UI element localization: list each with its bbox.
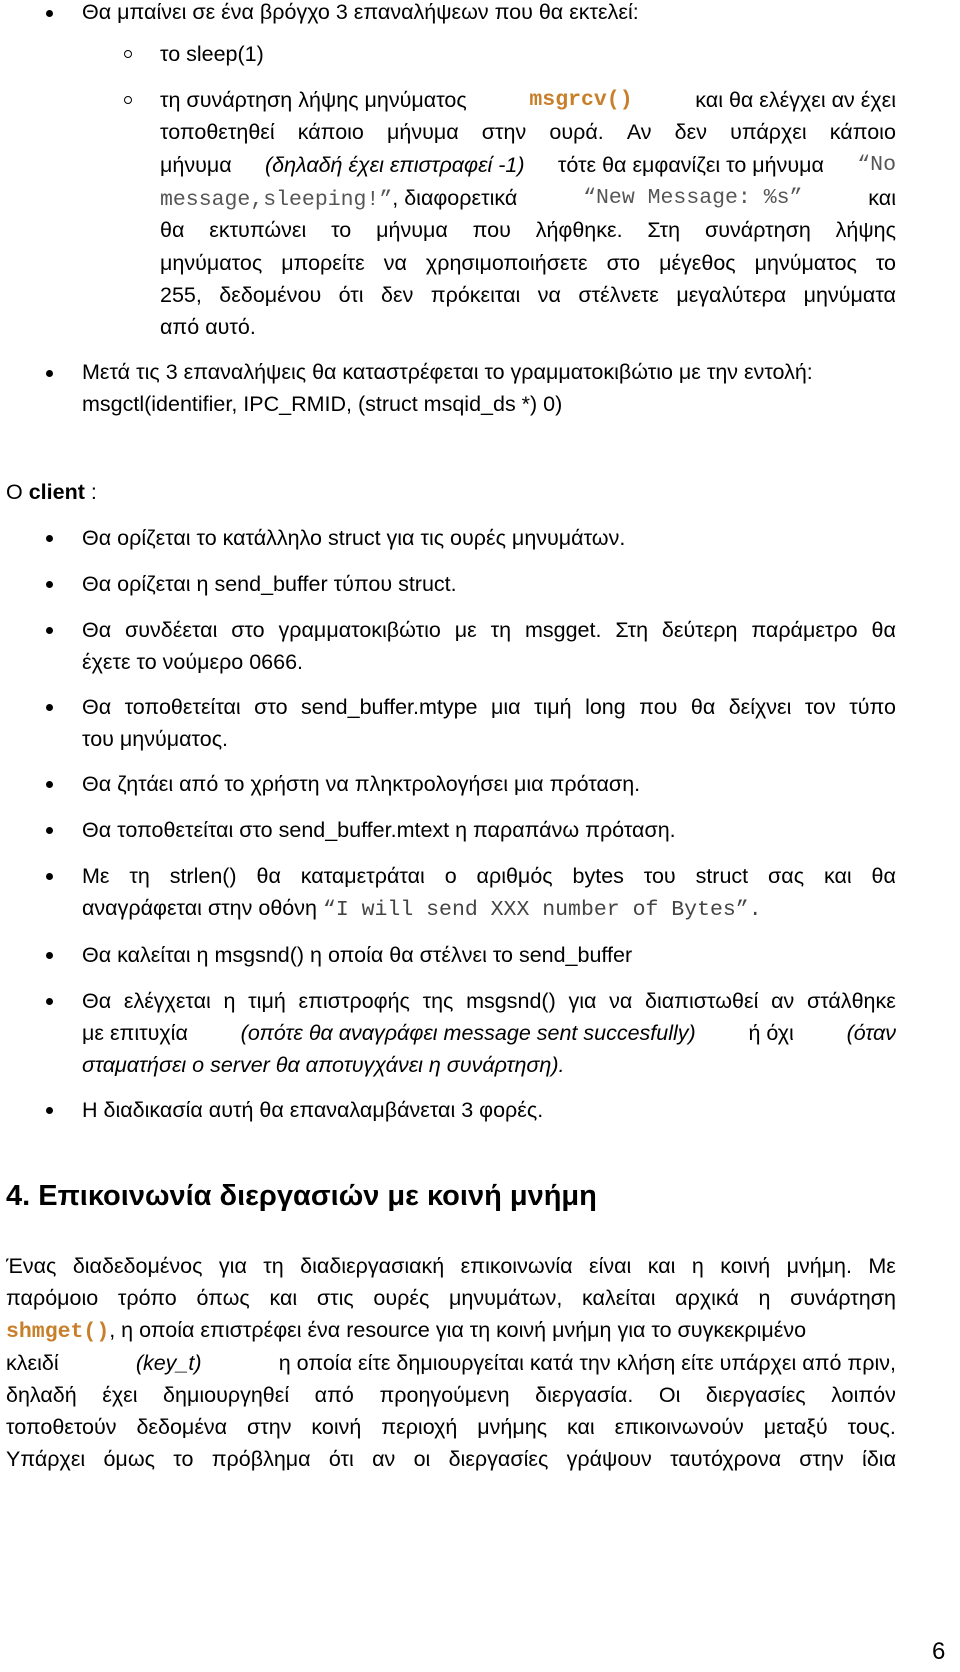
sub-bullet (124, 96, 132, 104)
bullet (46, 370, 53, 377)
paragraph-line: Υπάρχει όμως το πρόβλημα ότι αν οι διεργασίες γράψουν ταυτόχρονα στην ίδια (6, 1447, 896, 1471)
text-line: μήνυμα (δηλαδή έχει επιστραφεί -1) τότε θα εμφανίζει το μήνυμα “No (160, 153, 896, 177)
text-line: από αυτό. (160, 315, 256, 339)
paragraph-line: τοποθετούν δεδομένα στην κοινή περιοχή μνήμης και επικοινωνούν μεταξύ τους. (6, 1415, 896, 1439)
list-item: Η διαδικασία αυτή θα επαναλαμβάνεται 3 φορές. (82, 1098, 544, 1122)
bullet (46, 1107, 53, 1114)
bullet (46, 873, 53, 880)
page-number: 6 (932, 1638, 946, 1665)
list-item: Θα ορίζεται η send_buffer τύπου struct. (82, 572, 457, 596)
paragraph-line: δηλαδή έχει δημιουργηθεί από προηγούμενη διεργασία. Οι διεργασίες λοιπόν (6, 1383, 896, 1407)
paragraph-line: Ένας διαδεδομένος για τη διαδιεργασιακή επικοινωνία είναι και η κοινή μνήμη. Με (6, 1254, 896, 1278)
text-line: αναγράφεται στην οθόνη “I will send XXX number of Bytes”. (82, 896, 762, 922)
list-item: Θα καλείται η msgsnd() η οποία θα στέλνει το send_buffer (82, 943, 633, 967)
bullet (46, 952, 53, 959)
code-msgrcv: msgrcv() (529, 88, 633, 112)
bullet (46, 827, 53, 834)
bullet (46, 781, 53, 788)
bullet (46, 581, 53, 588)
bullet (46, 998, 53, 1005)
list-item: Μετά τις 3 επαναλήψεις θα καταστρέφεται το γραμματοκιβώτιο με την εντολή: (82, 360, 813, 384)
bullet (46, 10, 53, 17)
text-line: έχετε το νούμερο 0666. (82, 650, 304, 674)
paragraph-line: παρόμοιο τρόπο όπως και στις ουρές μηνυμάτων, καλείται αρχικά η συνάρτηση (6, 1286, 896, 1310)
text-line: msgctl(identifier, IPC_RMID, (struct msqid_ds *) 0) (82, 392, 563, 416)
bullet (46, 535, 53, 542)
list-item: Θα τοποθετείται στο send_buffer.mtype μια τιμή long που θα δείχνει τον τύπο (82, 695, 896, 719)
text-line: του μηνύματος. (82, 727, 229, 751)
list-item: Θα ορίζεται το κατάλληλο struct για τις ουρές μηνυμάτων. (82, 526, 626, 550)
text-line: message,sleeping!”, διαφορετικά “New Message: %s” και (160, 186, 896, 212)
list-item: το sleep(1) (160, 42, 264, 66)
bullet (46, 627, 53, 634)
list-item: Θα ζητάει από το χρήστη να πληκτρολογήσει μια πρόταση. (82, 772, 641, 796)
list-item: Θα συνδέεται στο γραμματοκιβώτιο με τη msgget. Στη δεύτερη παράμετρο θα (82, 618, 896, 642)
bullet (46, 704, 53, 711)
list-item: Με τη strlen() θα καταμετράται ο αριθμός bytes του struct σας και θα (82, 864, 896, 888)
text-line: με επιτυχία (οπότε θα αναγράφει message sent succesfully) ή όχι (όταν (82, 1021, 896, 1045)
text-line: μηνύματος μπορείτε να χρησιμοποιήσετε στο μέγεθος μηνύματος το (160, 251, 896, 275)
section-title: 4. Επικοινωνία διεργασιών με κοινή μνήμη (6, 1180, 597, 1212)
list-item: τη συνάρτηση λήψης μηνύματος msgrcv() και θα ελέγχει αν έχει (160, 88, 896, 112)
text-line: σταματήσει ο server θα αποτυγχάνει η συνάρτηση). (82, 1053, 565, 1077)
sub-bullet (124, 50, 132, 58)
list-item: Θα τοποθετείται στο send_buffer.mtext η παραπάνω πρόταση. (82, 818, 676, 842)
text-line: τοποθετηθεί κάποιο μήνυμα στην ουρά. Αν δεν υπάρχει κάποιο (160, 120, 896, 144)
paragraph-line: shmget(), η οποία επιστρέφει ένα resource για τη κοινή μνήμη για το συγκεκριμένο (6, 1318, 807, 1344)
text-line: 255, δεδομένου ότι δεν πρόκειται να στέλνετε μεγαλύτερα μηνύματα (160, 283, 896, 307)
list-item: Θα μπαίνει σε ένα βρόγχο 3 επαναλήψεων που θα εκτελεί: (82, 0, 639, 24)
text-line: θα εκτυπώνει το μήνυμα που λήφθηκε. Στη συνάρτηση λήψης (160, 218, 896, 242)
paragraph-line: κλειδί (key_t) η οποία είτε δημιουργείται κατά την κλήση είτε υπάρχει από πριν, (6, 1351, 896, 1375)
client-heading: Ο client : (6, 480, 97, 504)
list-item: Θα ελέγχεται η τιμή επιστροφής της msgsnd() για να διαπιστωθεί αν στάλθηκε (82, 989, 896, 1013)
code-shmget: shmget() (6, 1320, 110, 1344)
